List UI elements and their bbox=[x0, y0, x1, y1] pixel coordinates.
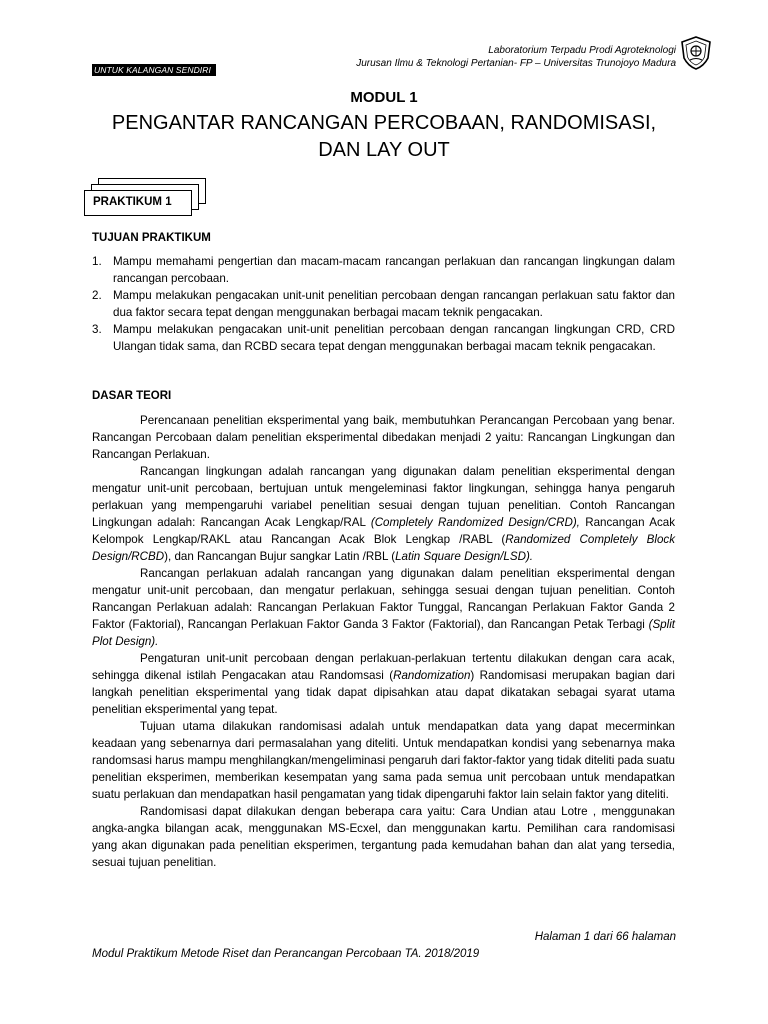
module-title-line-2: DAN LAY OUT bbox=[318, 139, 450, 161]
paragraph-4-italic: Randomization bbox=[393, 669, 471, 682]
list-item bbox=[92, 287, 675, 321]
paragraph-2 bbox=[92, 463, 675, 565]
list-item bbox=[92, 321, 675, 355]
paragraph-5: Tujuan utama dilakukan randomisasi adalah untuk mendapatkan data yang dapat mecerminkan keadaan yang sebenarnya dari permasalahan yang diteliti. Untuk mendapatkan kondisi yang sebenarnya maka randomsasi harus mampu menghilangkan/mengeliminasi pengaruh dari faktor-faktor yang tidak diteliti pada suatu penelitian eksperimen, memberikan kesempatan yang sama pada semua unit percobaan untuk mendapatkan suatu perlakuan dan mendapatkan hasil pengamatan yang tidak dipengaruhi faktor lain selain faktor yang diteliti. bbox=[92, 720, 675, 801]
practicum-badge bbox=[84, 176, 206, 216]
list-item-text: Mampu melakukan pengacakan unit-unit penelitian percobaan dengan rancangan lingkungan CRD, CRD Ulangan tidak sama, dan RCBD secara tepat dengan menggunakan berbagai macam teknik pengacakan. bbox=[113, 323, 675, 353]
paragraph-2-text-a: Rancangan lingkungan adalah rancangan yang digunakan dalam penelitian eksperimental dengan mengatur unit-unit percobaan, bertujuan untuk mengeleminasi faktor lingkungan, sehingga hanya pengaruh perlakuan yang mempengaruhi variabel penelitian sesuai dengan tujuan penelitian. Contoh Rancangan Lingkungan adalah: Rancangan Acak Lengkap/RAL bbox=[92, 465, 675, 529]
page-number: Halaman 1 dari 66 halaman bbox=[534, 931, 676, 943]
paragraph-2-italic-2: Randomized Completely Block Design/RCBD bbox=[92, 533, 675, 563]
list-item-text: Mampu memahami pengertian dan macam-macam rancangan perlakuan dan rancangan lingkungan dalam rancangan percobaan. bbox=[113, 255, 675, 285]
list-item bbox=[92, 253, 675, 287]
list-item-number: 2. bbox=[92, 289, 102, 302]
paragraph-2-text-c: ), dan Rancangan Bujur sangkar Latin /RBL ( bbox=[164, 550, 396, 563]
module-title-line-1: PENGANTAR RANCANGAN PERCOBAAN, RANDOMISASI, bbox=[111, 112, 657, 134]
page-header bbox=[356, 44, 676, 70]
university-crest-icon bbox=[680, 36, 712, 70]
module-title bbox=[92, 110, 676, 164]
paragraph-2-text-b: Rancangan Acak Kelompok Lengkap/RAKL atau Rancangan Acak Blok Lengkap /RABL ( bbox=[92, 516, 675, 546]
list-item-text: Mampu melakukan pengacakan unit-unit penelitian percobaan dengan rancangan perlakuan satu faktor dan dua faktor secara tepat dengan menggunakan berbagai macam teknik pengacakan. bbox=[113, 289, 675, 319]
module-number: MODUL 1 bbox=[350, 89, 418, 106]
paragraph-4-text-b: ) Randomisasi merupakan bagian dari langkah penelitian eksperimental yang tidak dapat dipisahkan atau dapat dikatakan sebagai syarat utama penelitian eksperimental yang tepat. bbox=[92, 669, 675, 716]
paragraph-2-italic-3: Latin Square Design/LSD). bbox=[395, 550, 534, 563]
paragraph-3-text: Rancangan perlakuan adalah rancangan yang digunakan dalam penelitian eksperimental dengan mengatur unit-unit percobaan, dan mengatur perlakuan, sehingga sesuai dengan tujuan penelitian. Contoh Rancangan Perlakuan adalah: Rancangan Perlakuan Faktor Tunggal, Rancangan Perlakuan Faktor Ganda 2 Faktor (Faktorial), Rancangan Perlakuan Faktor Ganda 3 Faktor (Faktorial), dan Rancangan Petak Terbagi bbox=[92, 567, 675, 631]
paragraph-4-text-a: Pengaturan unit-unit percobaan dengan perlakuan-perlakuan tertentu dilakukan dengan cara acak, sehingga dikenal istilah Pengacakan atau Randomsasi ( bbox=[92, 652, 675, 682]
theory-body bbox=[92, 412, 675, 871]
paragraph-6: Randomisasi dapat dilakukan dengan beberapa cara yaitu: Cara Undian atau Lotre , menggunakan angka-angka bilangan acak, menggunakan MS-Ecxel, dan menggunakan kartu. Pemilihan cara randomisasi yang akan digunakan pada penelitian eksperimen, tergantung pada kemudahan bahan dan alat yang tersedia, sesuai tujuan penelitian. bbox=[92, 805, 675, 869]
department-name: Jurusan Ilmu & Teknologi Pertanian- FP – Universitas Trunojoyo Madura bbox=[356, 58, 676, 69]
paragraph-3 bbox=[92, 565, 675, 650]
lab-name: Laboratorium Terpadu Prodi Agroteknologi bbox=[488, 45, 676, 56]
paragraph-1: Perencanaan penelitian eksperimental yang baik, membutuhkan Perancangan Percobaan yang benar. Rancangan Percobaan dalam penelitian eksperimental dibedakan menjadi 2 yaitu: Rancangan Lingkungan dan Rancangan Perlakuan. bbox=[92, 414, 675, 461]
badge-stack-front bbox=[84, 190, 192, 216]
objectives-list bbox=[92, 253, 675, 355]
objectives-heading: TUJUAN PRAKTIKUM bbox=[92, 232, 211, 244]
paragraph-2-italic-1: (Completely Randomized Design/CRD), bbox=[370, 516, 580, 529]
list-item-number: 3. bbox=[92, 323, 102, 336]
badge-label: PRAKTIKUM 1 bbox=[93, 196, 172, 208]
internal-use-tag: UNTUK KALANGAN SENDIRI bbox=[92, 64, 216, 76]
footer-course: Modul Praktikum Metode Riset dan Perancangan Percobaan TA. 2018/2019 bbox=[92, 948, 480, 960]
paragraph-3-italic: (Split Plot Design). bbox=[92, 618, 675, 648]
theory-heading: DASAR TEORI bbox=[92, 390, 172, 402]
list-item-number: 1. bbox=[92, 255, 102, 268]
paragraph-4 bbox=[92, 650, 675, 718]
